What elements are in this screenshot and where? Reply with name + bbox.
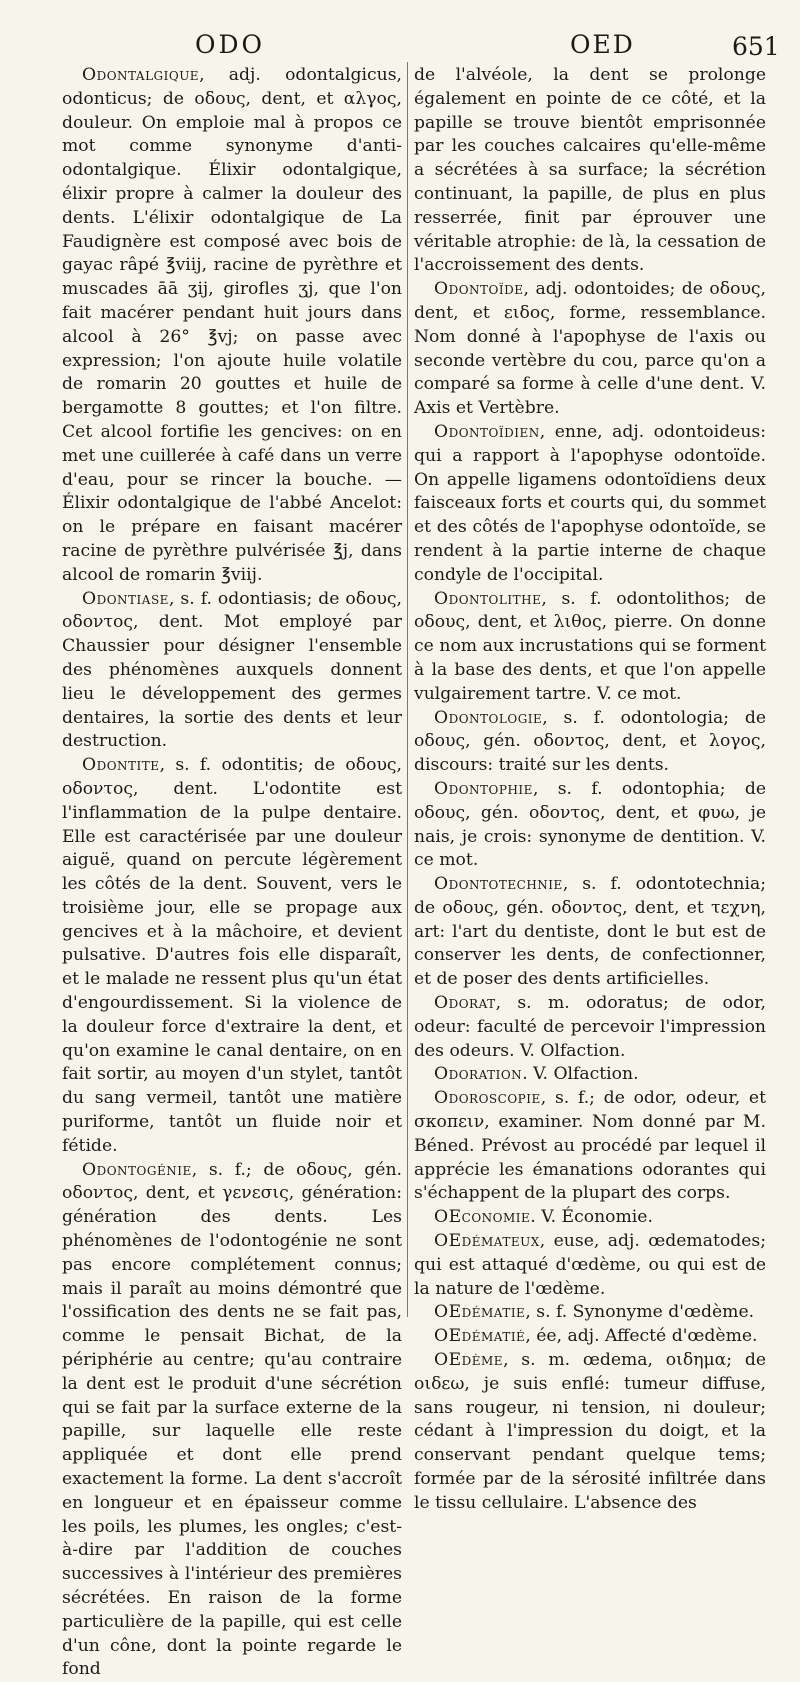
dictionary-entry [62,64,402,588]
left-column [62,64,402,1682]
entry-text: , ée, adj. Affecté d'œdème. [525,1326,758,1347]
entry-headword: Odontophie [434,778,533,799]
dictionary-entry [62,754,402,1159]
entry-text: , s. f. odontotechnia; de οδους, gén. οδοντος, dent, et τεχνη, art: l'art du dentiste, dont le but est de conserver les dents, de confectionner, et de poser des dents artificielles. [414,874,766,990]
dictionary-entry [414,278,766,421]
dictionary-entry [414,64,766,278]
entry-headword: Odontologie [434,707,543,728]
dictionary-entry [414,1063,766,1087]
dictionary-entry [414,421,766,588]
dictionary-entry [414,778,766,873]
dictionary-entry [414,707,766,778]
entry-headword: OEdématie [434,1302,526,1323]
dictionary-entry [414,992,766,1063]
entry-text: , s. f. Synonyme d'œdème. [525,1302,755,1323]
entry-text: . V. Olfaction. [522,1064,639,1085]
entry-headword: Odontogénie [82,1159,192,1180]
entry-text: , s. m. œdema, οιδημα; de οιδεω, je suis enflé: tumeur diffuse, sans rougeur, ni tension, ni douleur; cédant à l'impression du doigt, et la conservant pendant quelque tems; formée par de la sérosité infiltrée dans le tissu cellulaire. L'absence des [414,1350,766,1513]
entry-text: , s. f. odontolithos; de οδους, dent, et λιθος, pierre. On donne ce nom aux incrustations qui se forment à la base des dents, et que l'on appelle vulgairement tartre. V. ce mot. [414,588,766,704]
dictionary-entry [414,1206,766,1230]
entry-headword: Odoration [434,1064,523,1085]
entry-text: . V. Économie. [530,1207,653,1228]
entry-headword: Odontiase [82,588,169,609]
entry-headword: OEconomie [434,1207,531,1228]
dictionary-entry [414,1349,766,1516]
entry-text: , s. f.; de odor, odeur, et σκοπειν, examiner. Nom donné par M. Béned. Prévost au procédé par lequel il apprécie les émanations odorantes qui s'échappent de la plupart des corps. [414,1088,766,1204]
entry-text: , s. f. odontologia; de οδους, gén. οδοντος, dent, et λογος, discours: traité sur les dents. [414,707,766,776]
entry-headword: OEdème [434,1350,504,1371]
dictionary-entry [414,1230,766,1301]
entry-headword: Odoroscopie [434,1088,541,1109]
entry-headword: Odontite [82,755,160,776]
dictionary-entry [62,588,402,755]
entry-text: , enne, adj. odontoideus: qui a rapport à l'apophyse odontoïde. On appelle ligamens odontoïdiens deux faisceaux forts et courts qui, du sommet et des côtés de l'apophyse odontoïde, se rendent à la partie interne de chaque condyle de l'occipital. [414,421,766,585]
right-column [414,64,766,1516]
dictionary-entry [414,1087,766,1206]
entry-text: , euse, adj. œdematodes; qui est attaqué d'œdème, ou qui est de la nature de l'œdème. [414,1231,766,1299]
entry-text: , s. f. odontitis; de οδους, οδοντος, dent. L'odontite est l'inflammation de la pulpe dentaire. Elle est caractérisée par une douleur aiguë, quand on percute légèrement les côtés de la dent. Souvent, vers le troisième jour, elle se propage aux gencives et à la mâchoire, et devient pulsative. D'autres fois elle disparaît, et le malade ne ressent plus qu'un état d'engourdissement. Si la violence de la douleur force d'extraire la dent, et qu'on examine le canal dentaire, on en fait sortir, au moyen d'un stylet, tantôt du sang vermeil, tantôt une matière puriforme, tantôt un fluide noir et fétide. [62,755,402,1156]
entry-text: , s. m. odoratus; de odor, odeur: faculté de percevoir l'impression des odeurs. V. Olfaction. [414,993,766,1061]
entry-headword: Odontotechnie [434,874,563,895]
entry-text: , s. f.; de οδους, gén. οδοντος, dent, et γενεσις, génération: génération des dents. Les phénomènes de l'odontogénie ne sont pas encore complétement connus; mais il paraît au moins démontré que l'ossification des dents ne se fait pas, comme le pensait Bichat, de la périphérie au centre; qu'au contraire la dent est le produit d'une sécrétion qui se fait par la surface externe de la papille, sur laquelle elle reste appliquée et dont elle prend exactement la forme. La dent s'accroît en longueur et en épaisseur comme les poils, les plumes, les ongles; c'est-à-dire par l'addition de couches successives à l'intérieur des premières sécrétées. En raison de la forme particulière de la papille, qui est celle d'un cône, dont la pointe regarde le fond [62,1159,402,1680]
entry-headword: Odontoïdien [434,421,540,442]
dictionary-entry [62,1159,402,1682]
entry-headword: Odontalgique [82,65,200,85]
dictionary-entry [414,1325,766,1349]
running-head-right: OED [570,30,635,59]
entry-text: , s. f. odontophia; de οδους, gén. οδοντος, dent, et φυω, je nais, je crois: synonyme de dentition. V. ce mot. [414,778,766,871]
dictionary-entry [414,588,766,707]
entry-headword: OEdématié [434,1326,526,1347]
entry-headword: OEdémateux [434,1231,540,1252]
entry-text: , adj. odontoides; de οδους, dent, et ειδος, forme, ressemblance. Nom donné à l'apophyse de l'axis ou seconde vertèbre du cou, parce qu'on a comparé sa forme à celle d'une dent. V. Axis et Vertèbre. [414,279,766,419]
entry-headword: Odorat [434,993,496,1014]
page-number: 651 [732,32,780,61]
entry-headword: Odontolithe [434,588,542,609]
entry-headword: Odontoïde [434,279,524,300]
column-divider [407,62,408,1317]
dictionary-entry [414,873,766,992]
entry-text: de l'alvéole, la dent se prolonge également en pointe de ce côté, et la papille se trouve bientôt emprisonnée par les couches calcaires qu'elle-même a sécrétées à sa surface; la sécrétion continuant, la papille, de plus en plus resserrée, finit par éprouver une véritable atrophie: de là, la cessation de l'accroissement des dents. [414,65,766,276]
dictionary-entry [414,1301,766,1325]
entry-text: , s. f. odontiasis; de οδους, οδοντος, dent. Mot employé par Chaussier pour désigner l'ensemble des phénomènes auxquels donnent lieu le développement des germes dentaires, la sortie des dents et leur destruction. [62,588,402,752]
entry-text: , adj. odontalgicus, odonticus; de οδους, dent, et αλγος, douleur. On emploie mal à propos ce mot comme synonyme d'anti-odontalgique. Élixir odontalgique, élixir propre à calmer la douleur des dents. L'élixir odontalgique de La Faudignère est composé avec bois de gayac râpé ℥viij, racine de pyrèthre et muscades āā ʒij, girofles ʒj, que l'on fait macérer pendant huit jours dans alcool à 26° ℥vj; on passe avec expression; l'on ajoute huile volatile de romarin 20 gouttes et huile de bergamotte 8 gouttes; et l'on filtre. Cet alcool fortifie les gencives: on en met une cuillerée à café dans un verre d'eau, pour se rincer la bouche. — Élixir odontalgique de l'abbé Ancelot: on le prépare en faisant macérer racine de pyrèthre pulvérisée ℥j, dans alcool de romarin ℥viij. [62,65,402,585]
running-head-left: ODO [195,30,266,59]
